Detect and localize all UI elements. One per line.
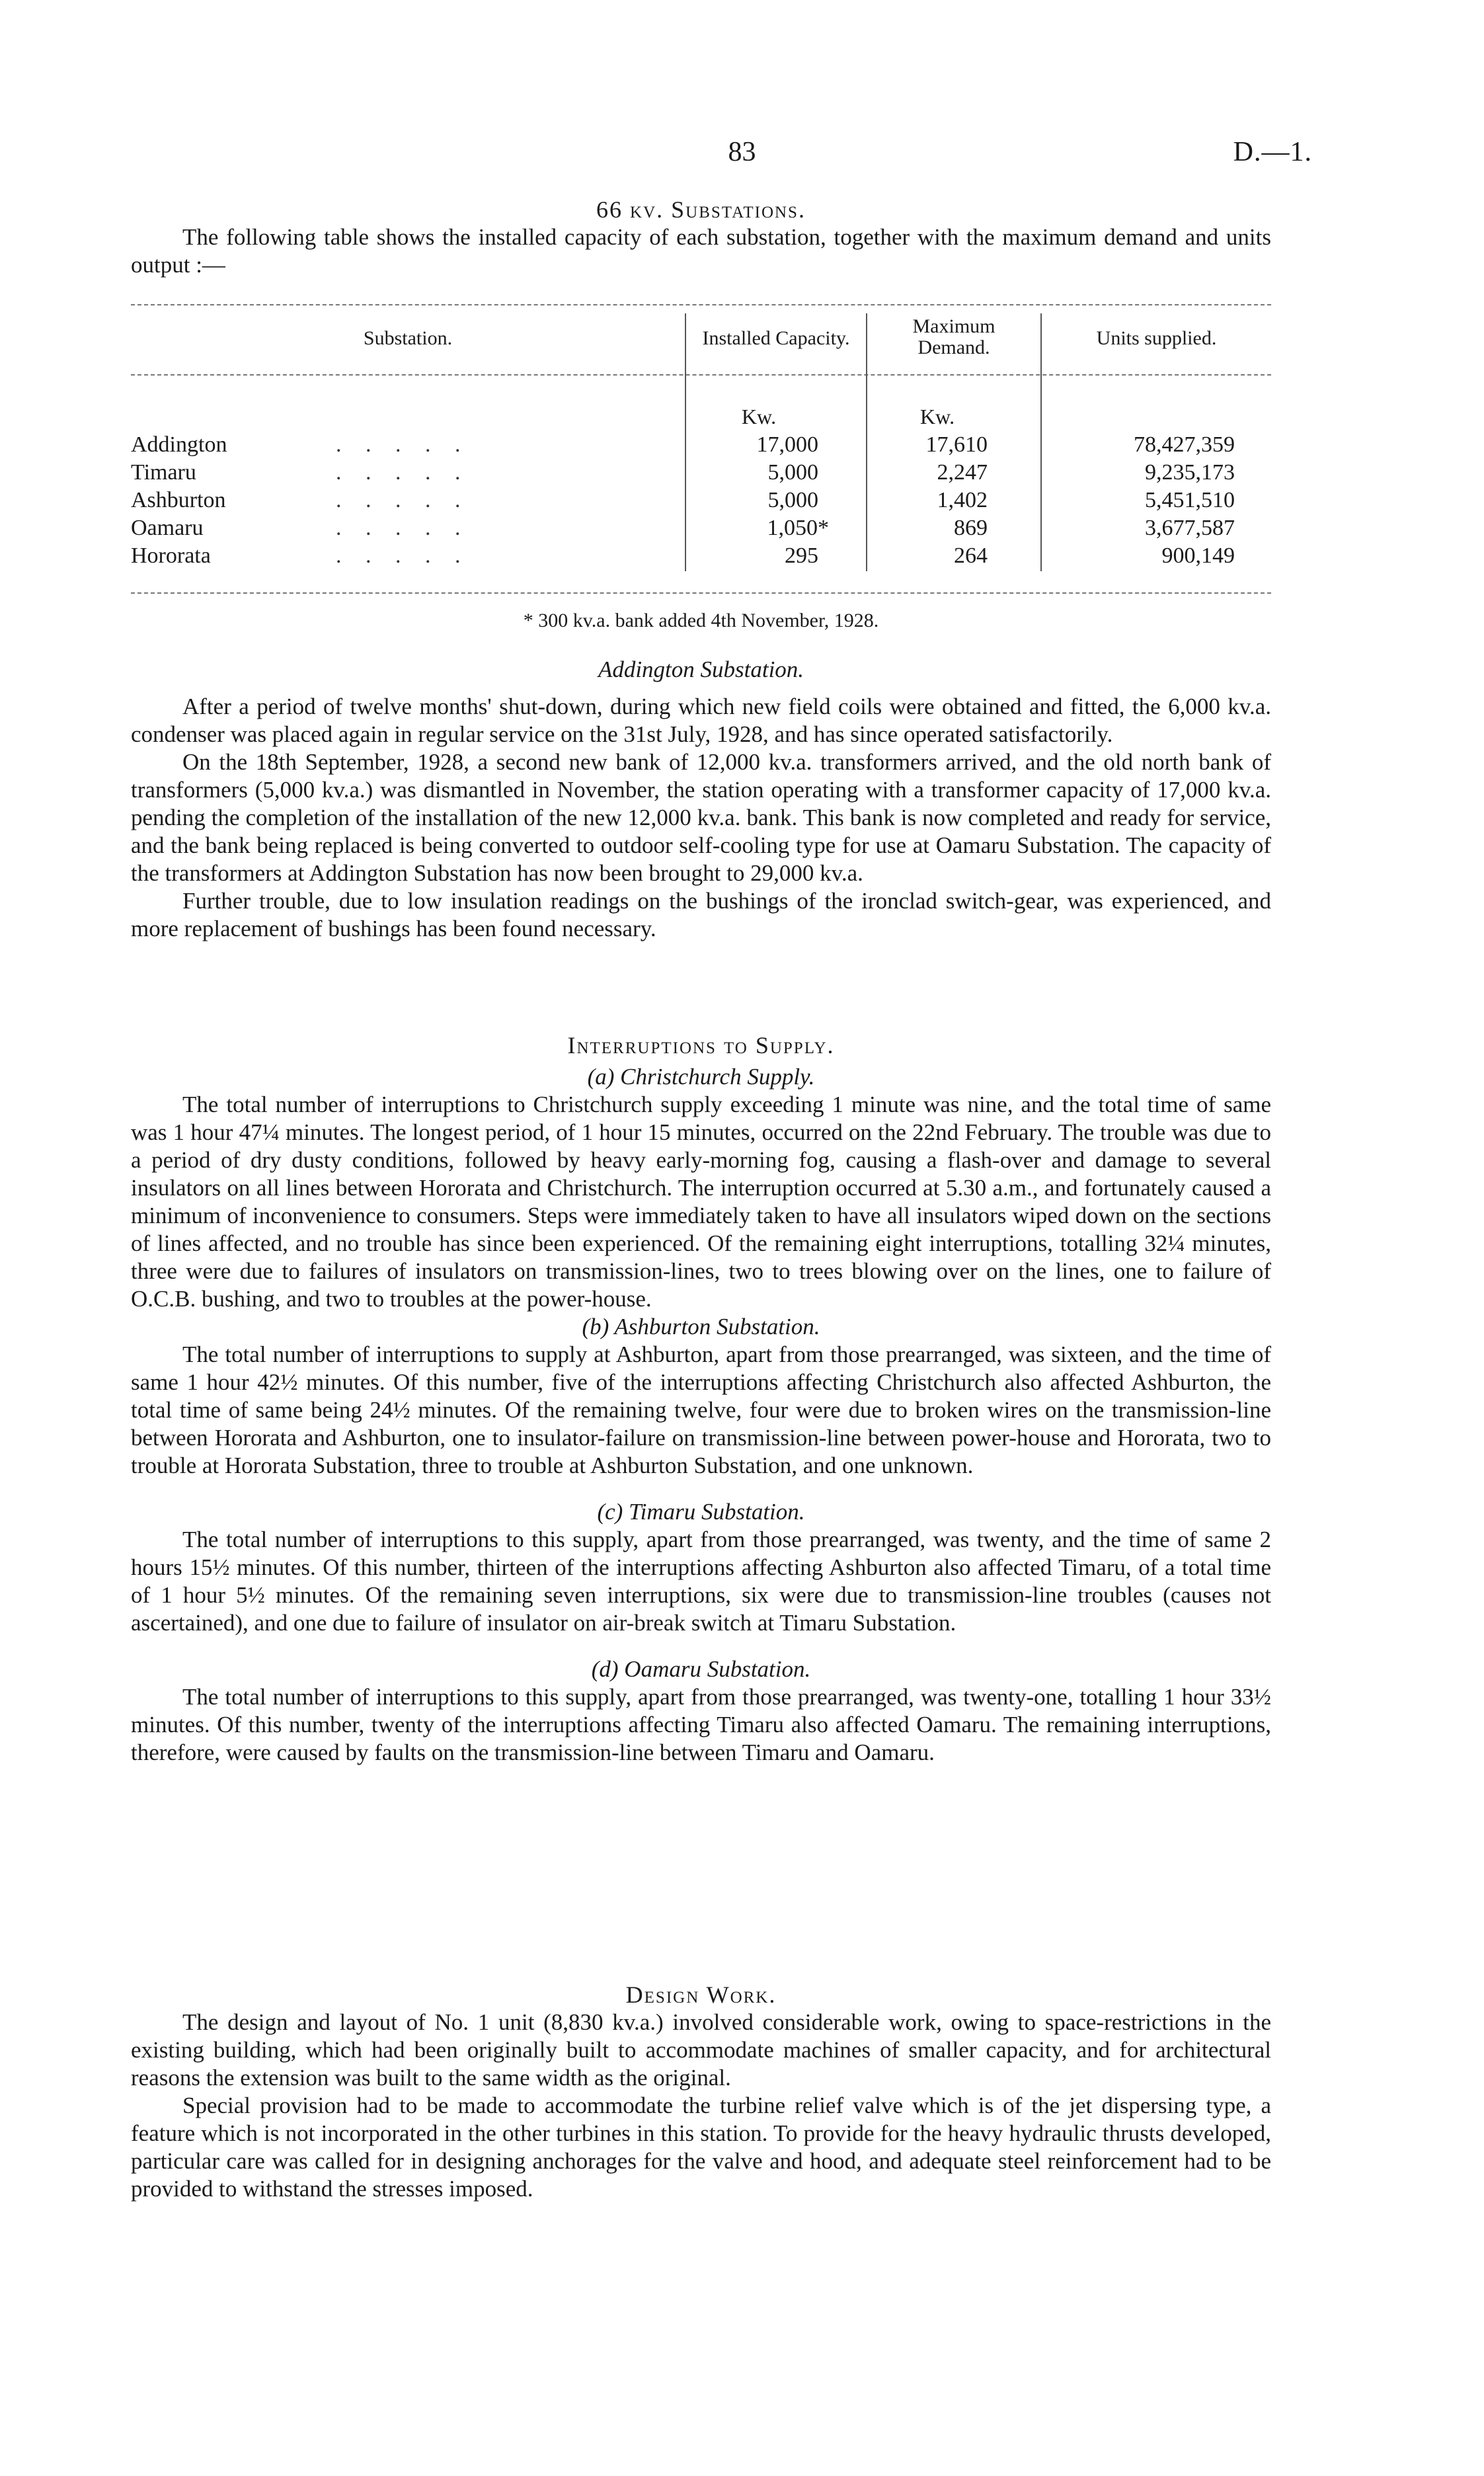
substation-name: Ashburton	[131, 488, 226, 512]
leader-dots: . . . . .	[336, 543, 470, 568]
leader-dots: . . . . .	[336, 516, 470, 540]
design-paragraph: Special provision had to be made to accommodate the turbine relief valve which is of the jet dispersing type, a feature which is not incorporated in the other turbines in this station. To provide for the heavy hydraulic thrusts developed, particular care was called for in designing anchorages for the valve and hood, and adequate steel reinforcement had to be provided to withstand the stresses imposed.	[131, 2093, 1271, 2202]
column-header-units-supplied: Units supplied.	[1096, 327, 1217, 349]
interruptions-heading: Interruptions to Supply.	[567, 1032, 835, 1058]
table-footnote: * 300 kv.a. bank added 4th November, 1928.	[523, 610, 879, 631]
installed-capacity: 1,050*	[767, 516, 829, 540]
units-supplied: 78,427,359	[1134, 432, 1235, 457]
substation-name: Hororata	[131, 543, 211, 568]
column-header-installed-capacity: Installed Capacity.	[702, 327, 850, 349]
table-row	[131, 460, 1271, 488]
timaru-heading: (c) Timaru Substation.	[597, 1499, 805, 1525]
substations-section	[131, 196, 1271, 279]
interruptions-section	[131, 1031, 1271, 1767]
table-top-rule	[131, 304, 1271, 305]
christchurch-heading: (a) Christchurch Supply.	[587, 1064, 815, 1090]
design-section	[131, 1981, 1271, 2203]
addington-paragraph: On the 18th September, 1928, a second new bank of 12,000 kv.a. transformers arrived, and the old north bank of transformers (5,000 kv.a.) was dismantled in November, the station operating with a transformer capacity of 17,000 kv.a. pending the completion of the installation of the new 12,000 kv.a. bank. This bank is now completed and ready for service, and the bank being replaced is being converted to outdoor self-cooling type for use at Oamaru Substation. The capacity of the transformers at Addington Substation has now been brought to 29,000 kv.a.	[131, 749, 1271, 886]
leader-dots: . . . . .	[336, 432, 470, 457]
units-supplied: 900,149	[1161, 543, 1235, 568]
column-header-substation: Substation.	[363, 327, 453, 349]
substations-heading: 66 kv. Substations.	[596, 196, 806, 223]
addington-heading: Addington Substation.	[598, 657, 804, 682]
document-reference: D.—1.	[1233, 137, 1312, 167]
substation-name: Addington	[131, 432, 227, 457]
installed-capacity: 17,000	[756, 432, 818, 457]
column-header-maximum-demand: Maximum Demand.	[912, 315, 996, 358]
leader-dots: . . . . .	[336, 488, 470, 512]
table-row	[131, 488, 1271, 516]
maximum-demand: 1,402	[937, 488, 988, 512]
unit-capacity: Kw.	[741, 405, 777, 428]
substation-name: Oamaru	[131, 516, 204, 540]
installed-capacity: 5,000	[767, 460, 818, 485]
ashburton-paragraph: The total number of interruptions to supply at Ashburton, apart from those prearranged, was sixteen, and the time of same 1 hour 42½ minutes. Of this number, five of the interruptions affecting Christchurch also affected Ashburton, the total time of same being 24½ minutes. Of the remaining twelve, four were due to broken wires on the transmission-line between Hororata and Ashburton, one to insulator-failure on transmission-line between power-house and Hororata, two to trouble at Hororata Substation, three to trouble at Ashburton Substation, and one unknown.	[131, 1341, 1271, 1478]
maximum-demand: 869	[954, 516, 988, 540]
substations-intro: The following table shows the installed capacity of each substation, together with the maximum demand and units output :—	[131, 224, 1271, 278]
maximum-demand: 17,610	[925, 432, 988, 457]
installed-capacity: 295	[785, 543, 818, 568]
substation-name: Timaru	[131, 460, 196, 485]
addington-paragraph: After a period of twelve months' shut-down, during which new field coils were obtained and fitted, the 6,000 kv.a. condenser was placed again in regular service on the 31st July, 1928, and has since operated satisfactorily.	[131, 694, 1271, 747]
installed-capacity: 5,000	[767, 488, 818, 512]
design-heading: Design Work.	[625, 1981, 777, 2008]
table-row	[131, 516, 1271, 543]
maximum-demand: 264	[954, 543, 988, 568]
oamaru-paragraph: The total number of interruptions to this supply, apart from those prearranged, was twenty-one, totalling 1 hour 33½ minutes. Of this number, twenty of the interruptions affecting Timaru also affected Oamaru. The remaining interruptions, therefore, were caused by faults on the transmission-line between Timaru and Oamaru.	[131, 1684, 1271, 1765]
units-supplied: 9,235,173	[1145, 460, 1235, 485]
units-supplied: 3,677,587	[1145, 516, 1235, 540]
addington-section	[131, 656, 1271, 943]
units-supplied: 5,451,510	[1145, 488, 1235, 512]
ashburton-heading: (b) Ashburton Substation.	[582, 1314, 820, 1339]
table-bottom-rule	[131, 592, 1271, 594]
christchurch-paragraph: The total number of interruptions to Christchurch supply exceeding 1 minute was nine, and the total time of same was 1 hour 47¼ minutes. The longest period, of 1 hour 15 minutes, occurred on the 22nd February. The trouble was due to a period of dry dusty conditions, followed by heavy early-morning fog, causing a flash-over and damage to several insulators on all lines between Hororata and Christchurch. The interruption occurred at 5.30 a.m., and fortunately caused a minimum of inconvenience to consumers. Steps were immediately taken to have all insulators wiped down on the sections of lines affected, and no trouble has since been experienced. Of the remaining eight interruptions, totalling 32¼ minutes, three were due to failures of insulators on transmission-lines, two to trees blowing over on the lines, one to failure of O.C.B. bushing, and two to troubles at the power-house.	[131, 1092, 1271, 1312]
maximum-demand: 2,247	[937, 460, 988, 485]
design-paragraph: The design and layout of No. 1 unit (8,830 kv.a.) involved considerable work, owing to space-restrictions in the existing building, which had been originally built to accommodate machines of smaller capacity, and for architectural reasons the extension was built to the same width as the original.	[131, 2009, 1271, 2091]
table-header-rule	[131, 374, 1271, 376]
substations-table	[131, 299, 1271, 631]
addington-paragraph: Further trouble, due to low insulation readings on the bushings of the ironclad switch-gear, was experienced, and more replacement of bushings has been found necessary.	[131, 888, 1271, 941]
oamaru-heading: (d) Oamaru Substation.	[591, 1656, 811, 1682]
table-row	[131, 543, 1271, 571]
table-row	[131, 432, 1271, 460]
leader-dots: . . . . .	[336, 460, 470, 485]
page-number: 83	[728, 137, 756, 167]
timaru-paragraph: The total number of interruptions to this supply, apart from those prearranged, was twenty, and the time of same 2 hours 15½ minutes. Of this number, thirteen of the interruptions affecting Ashburton also affected Timaru, of a total time of 1 hour 5½ minutes. Of the remaining seven interruptions, six were due to transmission-line troubles (causes not ascertained), and one due to failure of insulator on air-break switch at Timaru Substation.	[131, 1527, 1271, 1636]
unit-demand: Kw.	[919, 405, 955, 428]
